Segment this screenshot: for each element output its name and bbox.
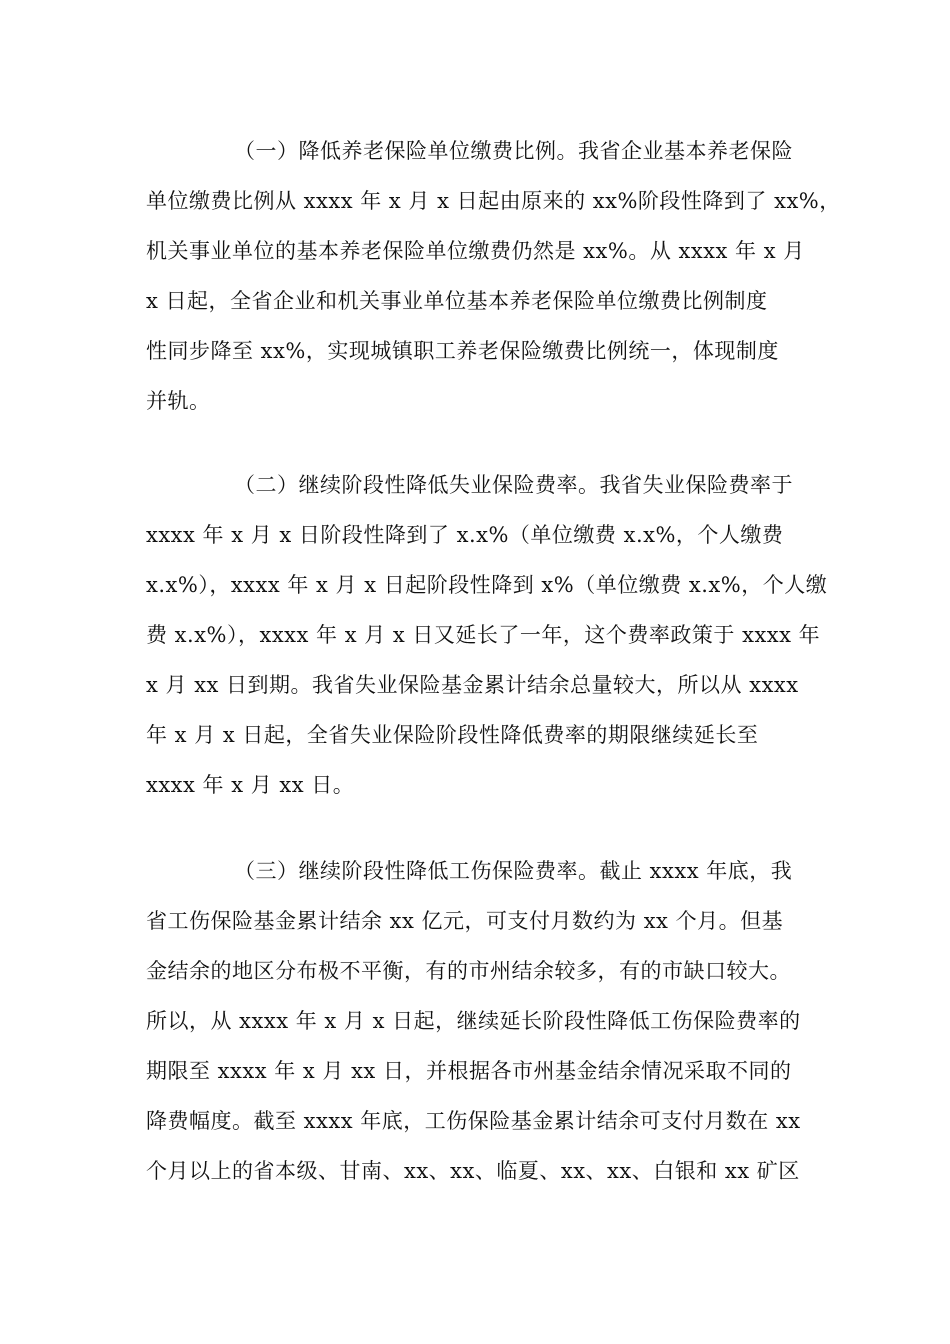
paragraph-line: x.x%），xxxx 年 x 月 x 日起阶段性降到 x%（单位缴费 x.x%，个人缴: [146, 573, 828, 597]
paragraph-line: （一）降低养老保险单位缴费比例。我省企业基本养老保险: [234, 139, 793, 163]
paragraph-line: 性同步降至 xx%，实现城镇职工养老保险缴费比例统一，体现制度: [146, 339, 779, 363]
paragraph-line: 个月以上的省本级、甘南、xx、xx、临夏、xx、xx、白银和 xx 矿区: [146, 1159, 800, 1183]
paragraph-line: 金结余的地区分布极不平衡，有的市州结余较多，有的市缺口较大。: [146, 959, 791, 983]
paragraph-line: 并轨。: [146, 389, 211, 413]
paragraph-line: （二）继续阶段性降低失业保险费率。我省失业保险费率于: [234, 473, 793, 497]
paragraph-line: x 日起，全省企业和机关事业单位基本养老保险单位缴费比例制度: [146, 289, 768, 313]
paragraph-line: 所以，从 xxxx 年 x 月 x 日起，继续延长阶段性降低工伤保险费率的: [146, 1009, 801, 1033]
paragraph-line: x 月 xx 日到期。我省失业保险基金累计结余总量较大，所以从 xxxx: [146, 673, 799, 697]
paragraph-line: 降费幅度。截至 xxxx 年底，工伤保险基金累计结余可支付月数在 xx: [146, 1109, 801, 1133]
paragraph-line: xxxx 年 x 月 xx 日。: [146, 773, 355, 797]
paragraph-line: 省工伤保险基金累计结余 xx 亿元，可支付月数约为 xx 个月。但基: [146, 909, 784, 933]
paragraph-line: 单位缴费比例从 xxxx 年 x 月 x 日起由原来的 xx%阶段性降到了 xx%，: [146, 189, 841, 213]
paragraph-line: 年 x 月 x 日起，全省失业保险阶段性降低费率的期限继续延长至: [146, 723, 759, 747]
paragraph-line: 机关事业单位的基本养老保险单位缴费仍然是 xx%。从 xxxx 年 x 月: [146, 239, 805, 263]
paragraph-line: （三）继续阶段性降低工伤保险费率。截止 xxxx 年底，我: [234, 859, 793, 883]
paragraph-line: 期限至 xxxx 年 x 月 xx 日，并根据各市州基金结余情况采取不同的: [146, 1059, 792, 1083]
paragraph-line: xxxx 年 x 月 x 日阶段性降到了 x.x%（单位缴费 x.x%，个人缴费: [146, 523, 784, 547]
paragraph-line: 费 x.x%），xxxx 年 x 月 x 日又延长了一年，这个费率政策于 xxxx 年: [146, 623, 821, 647]
